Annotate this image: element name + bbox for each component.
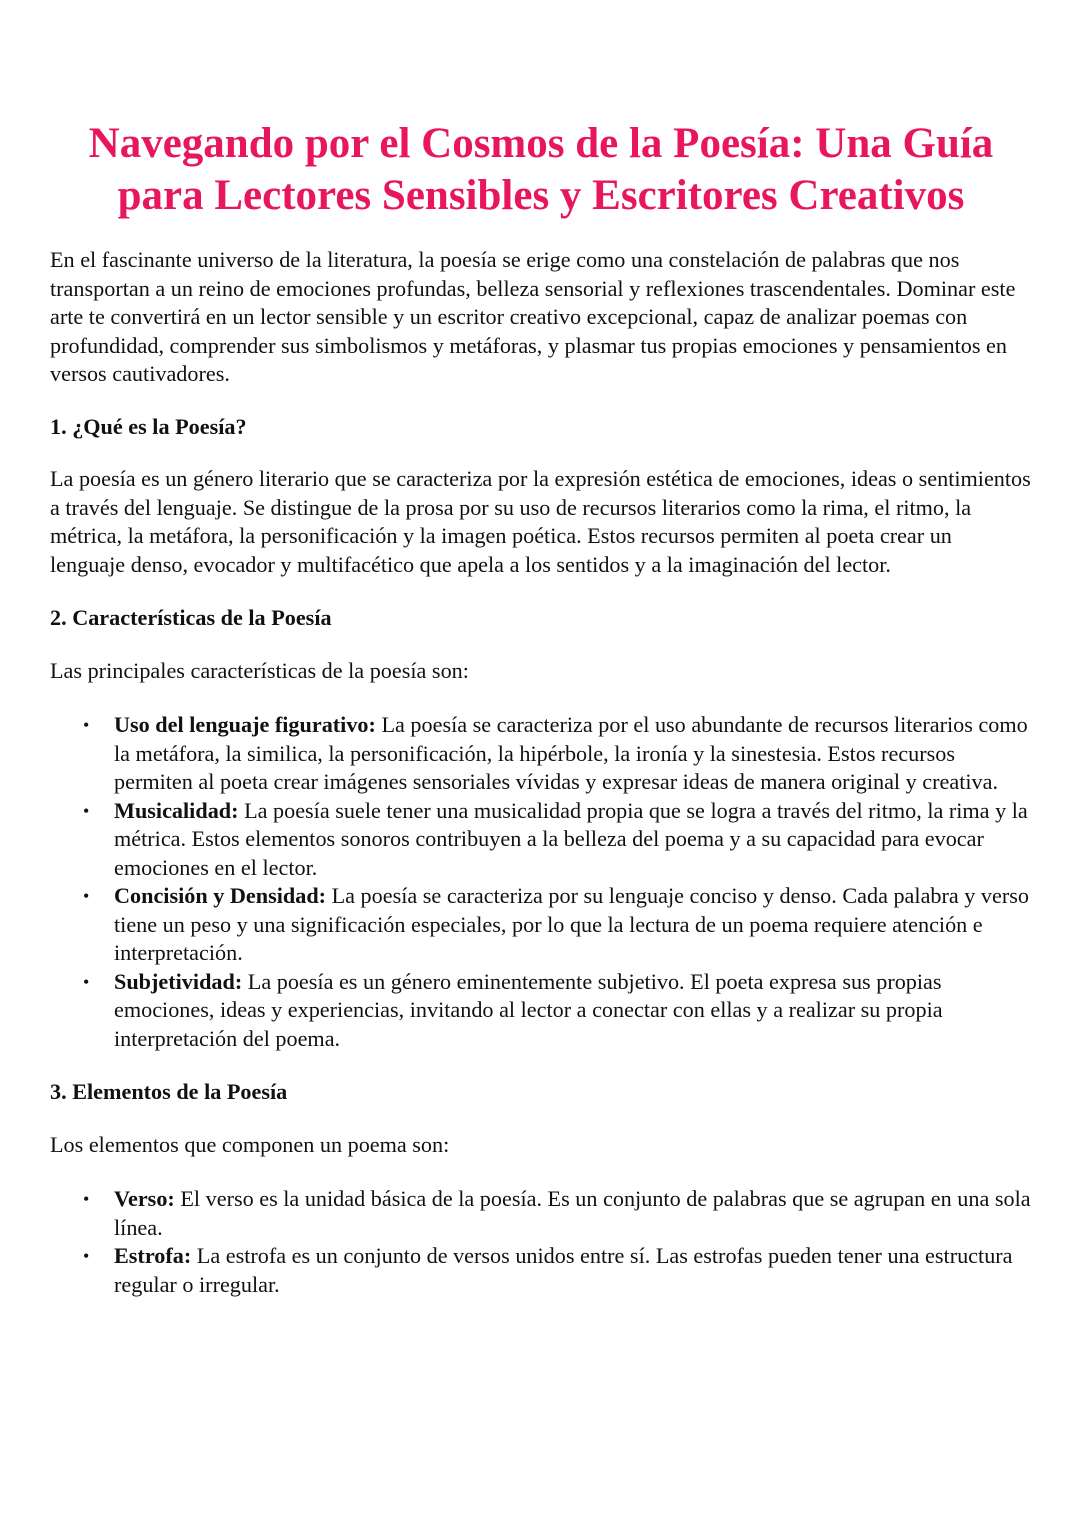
bullet-icon: • <box>83 715 90 735</box>
list-item-text: La poesía se caracteriza por el uso abundante de recursos literarios como la metáfora, la similica, la personificación, la hipérbole, la ironía y la sinestesia. Estos recursos permiten al poeta crear imágenes sensoriales vívidas y expresar ideas de manera original y creativa. <box>114 712 1028 794</box>
list-item-term: Estrofa: <box>114 1243 192 1268</box>
section-text-elements: Los elementos que componen un poema son: <box>50 1131 450 1157</box>
list-item-term: Concisión y Densidad: <box>114 883 327 908</box>
list-item-text: La poesía suele tener una musicalidad propia que se logra a través del ritmo, la rima y la métrica. Estos elementos sonoros contribuyen a la belleza del poema y a su capacidad para evocar emociones en el lector. <box>114 797 1028 880</box>
section-heading-elements: 3. Elementos de la Poesía <box>50 1079 288 1104</box>
characteristics-list <box>50 711 1032 1053</box>
section-heading-characteristics: 2. Características de la Poesía <box>50 605 332 630</box>
list-item-text: La poesía se caracteriza por su lenguaje conciso y denso. Cada palabra y verso tiene un peso y una significación especiales, por lo que la lectura de un poema requiere atención e interpretación. <box>114 883 1029 965</box>
list-item <box>50 711 1032 797</box>
list-item-term: Verso: <box>114 1186 175 1211</box>
intro-paragraph: En el fascinante universo de la literatura, la poesía se erige como una constelación de palabras que nos transportan a un reino de emociones profundas, belleza sensorial y reflexiones trascendentales. Dominar este arte te convertirá en un lector sensible y un escritor creativo excepcional, capaz de analizar poemas con profundidad, comprender sus simbolismos y metáforas, y plasmar tus propias emociones y pensamientos en versos cautivadores. <box>50 247 1016 386</box>
document-page <box>50 0 1032 1299</box>
list-item-text: La estrofa es un conjunto de versos unidos entre sí. Las estrofas pueden tener una estructura regular o irregular. <box>114 1243 1013 1297</box>
bullet-icon: • <box>83 971 90 992</box>
section-text-characteristics: Las principales características de la poesía son: <box>50 657 469 683</box>
section-heading-what-is-poetry: 1. ¿Qué es la Poesía? <box>50 413 247 439</box>
list-item-term: Subjetividad: <box>114 968 243 994</box>
list-item-term: Uso del lenguaje figurativo: <box>114 712 376 737</box>
list-item-text: La poesía es un género eminentemente subjetivo. El poeta expresa sus propias emociones, ideas y experiencias, invitando al lector a conectar con ellas y a realizar su propia interpretación del poema. <box>114 968 943 1051</box>
elements-list <box>50 1185 1032 1299</box>
list-item <box>50 882 1032 968</box>
list-item <box>50 1185 1032 1242</box>
bullet-icon: • <box>83 800 90 821</box>
bullet-icon: • <box>83 1246 90 1266</box>
list-item-term: Musicalidad: <box>114 797 239 823</box>
list-item-text: El verso es la unidad básica de la poesía. Es un conjunto de palabras que se agrupan en una sola línea. <box>114 1186 1031 1240</box>
section-text-what-is-poetry: La poesía es un género literario que se caracteriza por la expresión estética de emociones, ideas o sentimientos a través del lenguaje. Se distingue de la prosa por su uso de recursos literarios como la rima, el ritmo, la métrica, la metáfora, la personificación y la imagen poética. Estos recursos permiten al poeta crear un lenguaje denso, evocador y multifacético que apela a los sentidos y a la imaginación del lector. <box>50 466 1031 577</box>
list-item <box>50 797 1032 883</box>
bullet-icon: • <box>83 1189 90 1209</box>
list-item <box>50 968 1032 1054</box>
document-title: Navegando por el Cosmos de la Poesía: Una Guía para Lectores Sensibles y Escritores Creativos <box>88 120 994 219</box>
bullet-icon: • <box>83 886 90 906</box>
list-item <box>50 1242 1032 1299</box>
